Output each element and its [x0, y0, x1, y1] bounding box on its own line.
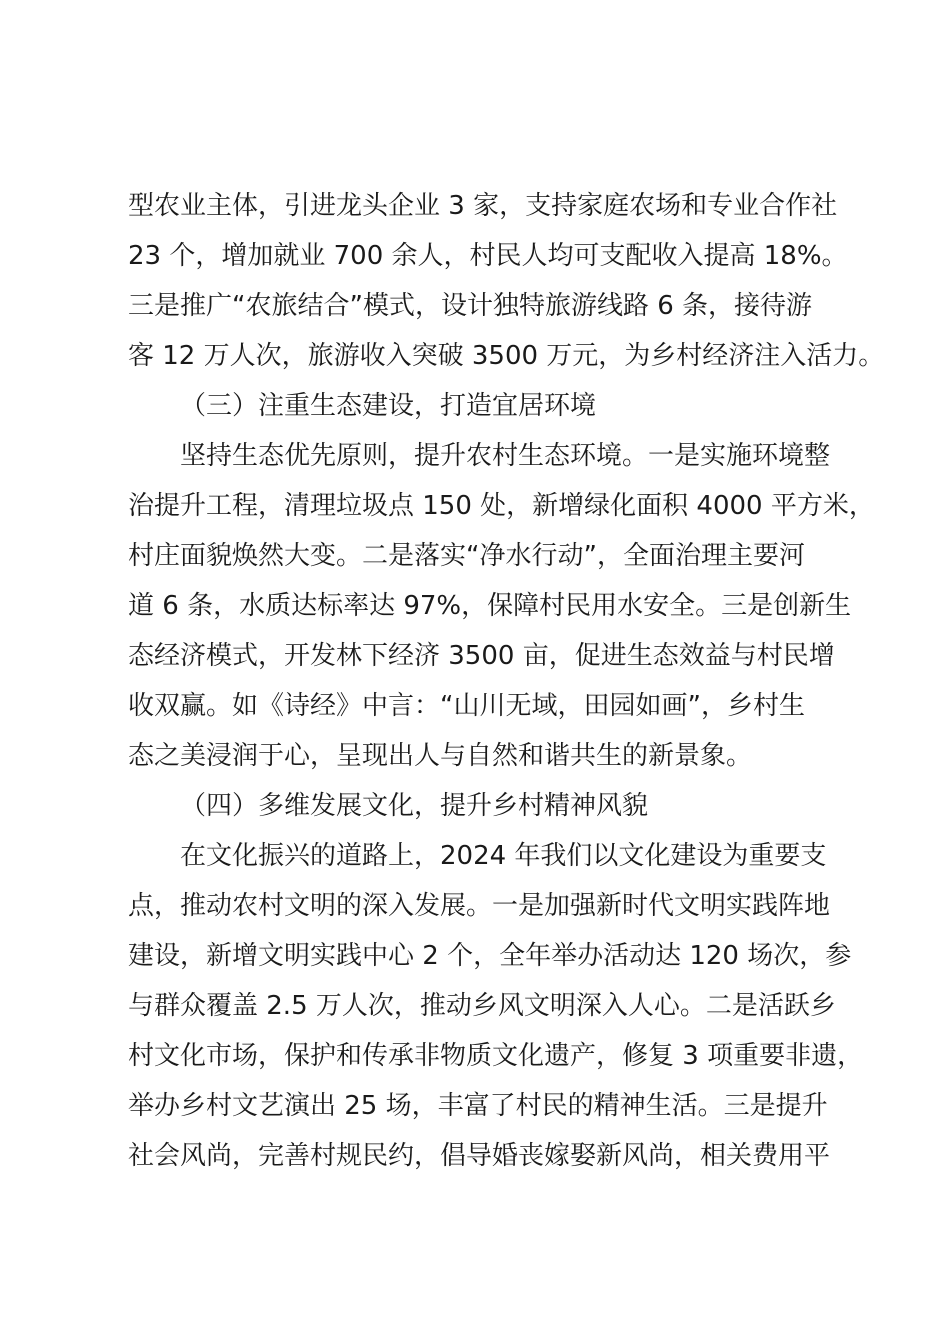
- section-heading-3: （三）注重生态建设，打造宜居环境: [180, 391, 597, 421]
- paragraph-line: 村庄面貌焕然大变。二是落实“净水行动”，全面治理主要河: [128, 541, 805, 571]
- paragraph-line: 举办乡村文艺演出 25 场，丰富了村民的精神生活。三是提升: [128, 1091, 828, 1121]
- section-heading-4: （四）多维发展文化，提升乡村精神风貌: [180, 791, 649, 821]
- paragraph-line: 社会风尚，完善村规民约，倡导婚丧嫁娶新风尚，相关费用平: [128, 1141, 831, 1171]
- paragraph-line: 村文化市场，保护和传承非物质文化遗产，修复 3 项重要非遗，: [128, 1041, 864, 1071]
- paragraph-line: 在文化振兴的道路上，2024 年我们以文化建设为重要支: [180, 841, 827, 871]
- paragraph-line: 与群众覆盖 2.5 万人次，推动乡风文明深入人心。二是活跃乡: [128, 991, 836, 1021]
- paragraph-line: 建设，新增文明实践中心 2 个，全年举办活动达 120 场次，参: [128, 941, 852, 971]
- paragraph-line: 态之美浸润于心，呈现出人与自然和谐共生的新景象。: [128, 741, 753, 771]
- paragraph-line: 客 12 万人次，旅游收入突破 3500 万元，为乡村经济注入活力。: [128, 341, 885, 371]
- paragraph-line: 三是推广“农旅结合”模式，设计独特旅游线路 6 条，接待游: [128, 291, 813, 321]
- paragraph-line: 坚持生态优先原则，提升农村生态环境。一是实施环境整: [180, 441, 831, 471]
- paragraph-line: 23 个，增加就业 700 余人，村民人均可支配收入提高 18%。: [128, 241, 848, 271]
- paragraph-line: 收双赢。如《诗经》中言：“山川无域，田园如画”，乡村生: [128, 691, 805, 721]
- paragraph-line: 道 6 条，水质达标率达 97%，保障村民用水安全。三是创新生: [128, 591, 852, 621]
- paragraph-line: 态经济模式，开发林下经济 3500 亩，促进生态效益与村民增: [128, 641, 835, 671]
- paragraph-line: 型农业主体，引进龙头企业 3 家，支持家庭农场和专业合作社: [128, 191, 838, 221]
- document-body: [128, 181, 885, 1181]
- paragraph-line: 治提升工程，清理垃圾点 150 处，新增绿化面积 4000 平方米，: [128, 491, 875, 521]
- paragraph-line: 点，推动农村文明的深入发展。一是加强新时代文明实践阵地: [128, 891, 831, 921]
